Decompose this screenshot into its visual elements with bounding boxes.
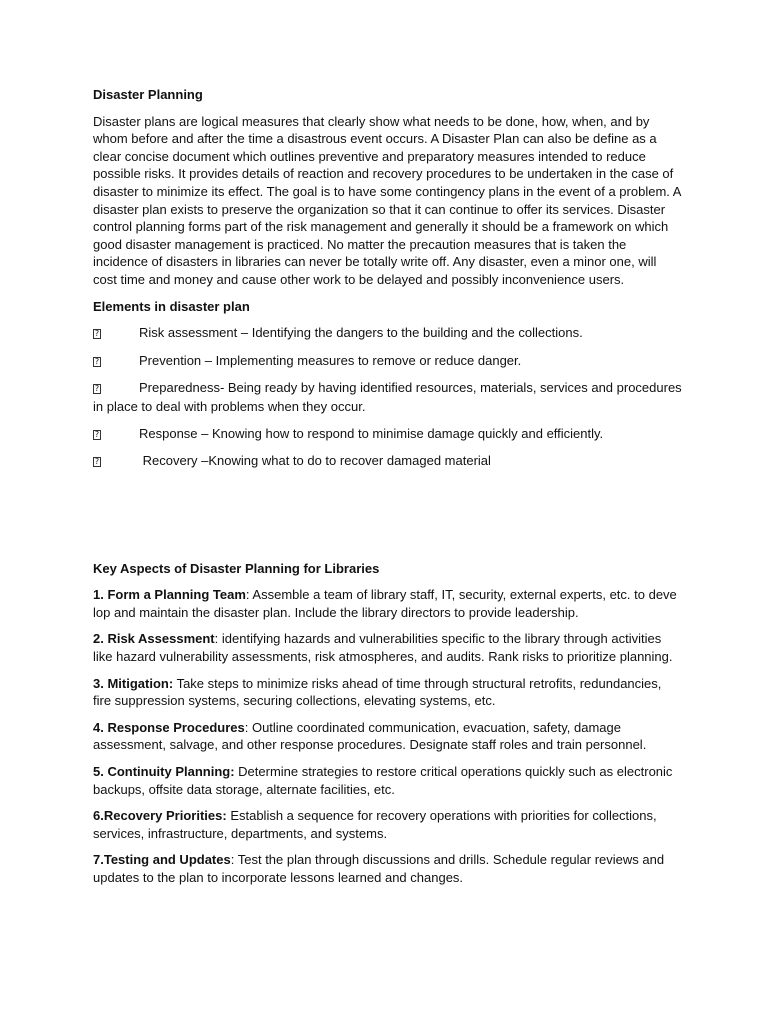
key-aspect-label: 5. Continuity Planning:: [93, 764, 235, 780]
key-aspect-label: 4. Response Procedures: [93, 719, 245, 735]
key-aspect-text: Test the plan through discussions and drills. Schedule regular reviews and updates to the plan to incorporate lessons learned and changes.: [93, 852, 665, 885]
key-aspect-item: [93, 763, 683, 798]
bullet-text: Recovery –Knowing what to do to recover damaged material: [139, 453, 491, 469]
key-aspect-text: Assemble a team of library staff, IT, security, external experts, etc. to deve lop and maintain the disaster plan. Include the library directors to provide leadership.: [93, 587, 677, 620]
key-aspect-text: Establish a sequence for recovery operations with priorities for collections, services, infrastructure, departments, and systems.: [93, 808, 657, 841]
key-aspect-text: Determine strategies to restore critical operations quickly such as electronic backups, offsite data storage, alternate facilities, etc.: [93, 764, 673, 797]
blank-space: [93, 480, 683, 560]
list-item: [93, 352, 683, 371]
missing-glyph-icon: ?: [94, 429, 100, 439]
missing-glyph-icon: ?: [94, 356, 100, 366]
key-aspect-item: 2. Risk Assessment: identifying hazards and vulnerabilities specific to the library through activities like hazard vulnerability assessments, risk atmospheres, and audits. Rank risks to prioritize planning.: [93, 631, 673, 665]
key-aspect-item: 4. Response Procedures: Outline coordinated communication, evacuation, safety, damage assessment, salvage, and other response procedures. Designate staff roles and train personnel.: [93, 719, 647, 753]
bullet-text: Prevention – Implementing measures to remove or reduce danger.: [139, 352, 522, 368]
key-aspect-label: 7.Testing and Updates: [93, 852, 231, 868]
section-title-disaster-planning: Disaster Planning: [93, 87, 203, 102]
key-aspect-text: identifying hazards and vulnerabilities specific to the library through activities like hazard vulnerability assessments, risk atmospheres, and audits. Rank risks to prioritize planning.: [93, 631, 673, 665]
list-item: [93, 324, 683, 343]
list-item: [93, 379, 683, 415]
document-page: [93, 86, 683, 896]
key-aspect-label: 1. Form a Planning Team: [93, 587, 246, 603]
missing-glyph-icon: ?: [94, 329, 100, 339]
intro-paragraph: Disaster plans are logical measures that clearly show what needs to be done, how, when, and by whom before and after the time a disastrous event occurs. A Disaster Plan can also be define as a clear concise document which outlines preventive and preparatory measures intended to reduce possible risks. It provides details of reaction and recovery procedures to be undertaken in the case of disaster to minimize its effect. The goal is to have some contingency plans in the event of a problem. A disaster plan exists to preserve the organization so that it can continue to offer its services. Disaster control planning forms part of the risk management and generally it should be a framework on which good disaster management is practiced. No matter the precaution measures that is taken the incidence of disasters in libraries can never be totally write off. Any disaster, even a minor one, will cost time and money and cause other work to be delayed and possibly inconvenience users.: [93, 113, 681, 287]
key-aspect-item: 1. Form a Planning Team: Assemble a team of library staff, IT, security, external experts, etc. to deve lop and maintain the disaster plan. Include the library directors to provide leadership.: [93, 587, 677, 620]
bullet-text: Preparedness- Being ready by having identified resources, materials, services and procedures in place to deal with problems when they occur.: [93, 380, 682, 414]
key-aspect-text: Outline coordinated communication, evacuation, safety, damage assessment, salvage, and other response procedures. Designate staff roles and train personnel.: [93, 719, 647, 753]
list-item: [93, 452, 683, 471]
section-title-elements: Elements in disaster plan: [93, 298, 250, 314]
key-aspect-label: 3. Mitigation:: [93, 675, 174, 691]
missing-glyph-icon: ?: [94, 384, 100, 394]
key-aspect-item: [93, 675, 683, 710]
key-aspect-item: [93, 807, 683, 842]
section-title-key-aspects: Key Aspects of Disaster Planning for Libraries: [93, 560, 380, 576]
key-aspect-text: Take steps to minimize risks ahead of time through structural retrofits, redundancies, fire suppression systems, securing collections, elevating systems, etc.: [93, 675, 662, 709]
bullet-text: Response – Knowing how to respond to minimise damage quickly and efficiently.: [139, 425, 604, 441]
key-aspect-label: 2. Risk Assessment: [93, 631, 215, 647]
list-item: [93, 425, 683, 444]
key-aspect-item: 7.Testing and Updates: Test the plan through discussions and drills. Schedule regular reviews and updates to the plan to incorporate lessons learned and changes.: [93, 852, 665, 885]
key-aspect-label: 6.Recovery Priorities:: [93, 808, 227, 824]
bullet-text: Risk assessment – Identifying the dangers to the building and the collections.: [139, 325, 583, 341]
missing-glyph-icon: ?: [94, 457, 100, 467]
